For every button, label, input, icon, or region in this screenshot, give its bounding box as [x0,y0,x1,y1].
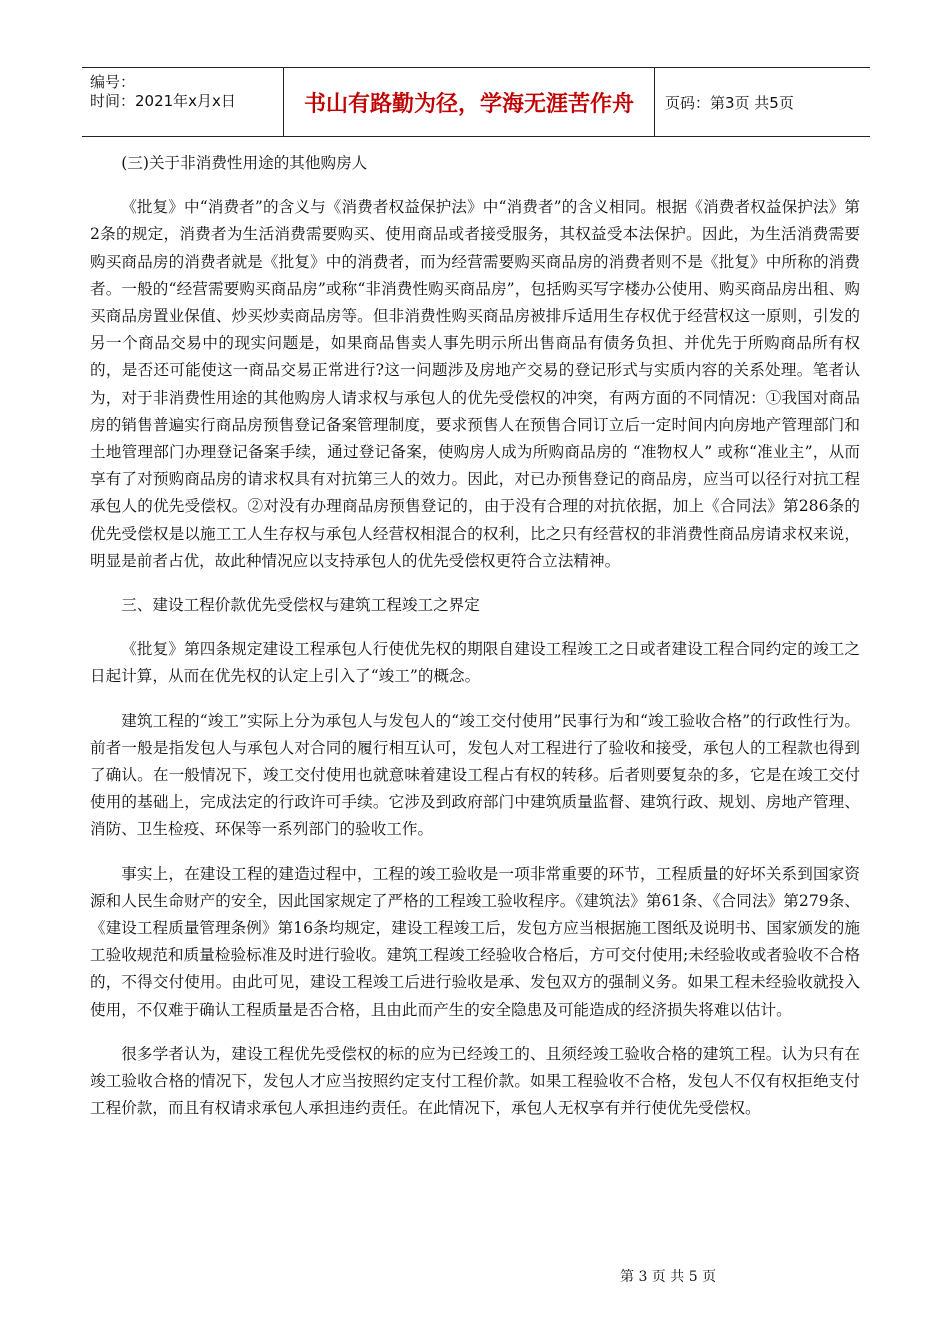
header-motto: 书山有路勤为径，学海无涯苦作舟 [284,68,655,136]
header-meta [82,68,284,136]
paragraph: 很多学者认为，建设工程优先受偿权的标的应为已经竣工的、且须经竣工验收合格的建筑工程。认为只有在竣工验收合格的情况下，发包人才应当按照约定支付工程价款。如果工程验收不合格，发包人不仅有权拒绝支付工程价款，而且有权请求承包人承担违约责任。在此情况下，承包人无权享有并行使优先受偿权。 [90,1044,860,1118]
paragraph: 事实上，在建设工程的建造过程中，工程的竣工验收是一项非常重要的环节，工程质量的好坏关系到国家资源和人民生命财产的安全，因此国家规定了严格的工程竣工验收程序。《建筑法》第61条、《合同法》第279条、《建设工程质量管理条例》第16条均规定，建设工程竣工后，发包方应当根据施工图纸及说明书、国家颁发的施工验收规范和质量检验标准及时进行验收。建筑工程竣工经验收合格后，方可交付使用;未经验收或者验收不合格的，不得交付使用。由此可见，建设工程竣工后进行验收是承、发包双方的强制义务。如果工程未经验收就投入使用，不仅难于确认工程质量是否合格，且由此而产生的安全隐患及可能造成的经济损失将难以估计。 [90,864,860,1019]
subsection-heading: (三)关于非消费性用途的其他购房人 [121,154,368,172]
document-date: 时间：2021年x月x日 [90,92,236,110]
page-header [82,67,870,137]
paragraph: 建筑工程的“竣工”实际上分为承包人与发包人的“竣工交付使用”民事行为和“竣工验收合格”的行政性行为。前者一般是指发包人与承包人对合同的履行相互认可，发包人对工程进行了验收和接受，承包人的工程款也得到了确认。在一般情况下，竣工交付使用也就意味着建设工程占有权的转移。后者则要复杂的多，它是在竣工交付使用的基础上，完成法定的行政许可手续。它涉及到政府部门中建筑质量监督、建筑行政、规划、房地产管理、消防、卫生检疫、环保等一系列部门的验收工作。 [90,711,860,839]
document-body [90,150,860,1123]
page-footer: 第 3 页 共 5 页 [620,1269,717,1285]
paragraph: 《批复》中“消费者”的含义与《消费者权益保护法》中“消费者”的含义相同。根据《消费者权益保护法》第2条的规定，消费者为生活消费需要购买、使用商品或者接受服务，其权益受本法保护。因此，为生活消费需要购买商品房的消费者就是《批复》中的消费者，而为经营需要购买商品房的消费者则不是《批复》中所称的消费者。一般的“经营需要购买商品房”或称“非消费性购买商品房”，包括购买写字楼办公使用、购买商品房出租、购买商品房置业保值、炒买炒卖商品房等。但非消费性购买商品房被排斥适用生存权优于经营权这一原则，引发的另一个商品交易中的现实问题是，如果商品售卖人事先明示所出售商品有债务负担、并优先于所购商品所有权的，是否还可能使这一商品交易正常进行?这一问题涉及房地产交易的登记形式与实质内容的关系处理。笔者认为，对于非消费性用途的其他购房人请求权与承包人的优先受偿权的冲突，有两方面的不同情况：①我国对商品房的销售普遍实行商品房预售登记备案管理制度，要求预售人在预售合同订立后一定时间内向房地产管理部门和土地管理部门办理登记备案手续，通过登记备案，使购房人成为所购商品房的 “准物权人” 或称“准业主”，从而享有了对预购商品房的请求权具有对抗第三人的效力。因此，对已办预售登记的商品房，应当可以径行对抗工程承包人的优先受偿权。②对没有办理商品房预售登记的，由于没有合理的对抗依据，加上《合同法》第286条的优先受偿权是以施工工人生存权与承包人经营权相混合的权利，比之只有经营权的非消费性商品房请求权来说，明显是前者占优，故此种情况应以支持承包人的优先受偿权更符合立法精神。 [90,198,860,570]
section-heading: 三、建设工程价款优先受偿权与建筑工程竣工之界定 [121,596,480,615]
paragraph: 《批复》第四条规定建设工程承包人行使优先权的期限自建设工程竣工之日或者建设工程合同约定的竣工之日起计算，从而在优先权的认定上引入了“竣工”的概念。 [90,640,860,686]
header-page-number: 页码：第3页 共5页 [665,93,794,112]
document-number: 编号： [90,73,136,91]
